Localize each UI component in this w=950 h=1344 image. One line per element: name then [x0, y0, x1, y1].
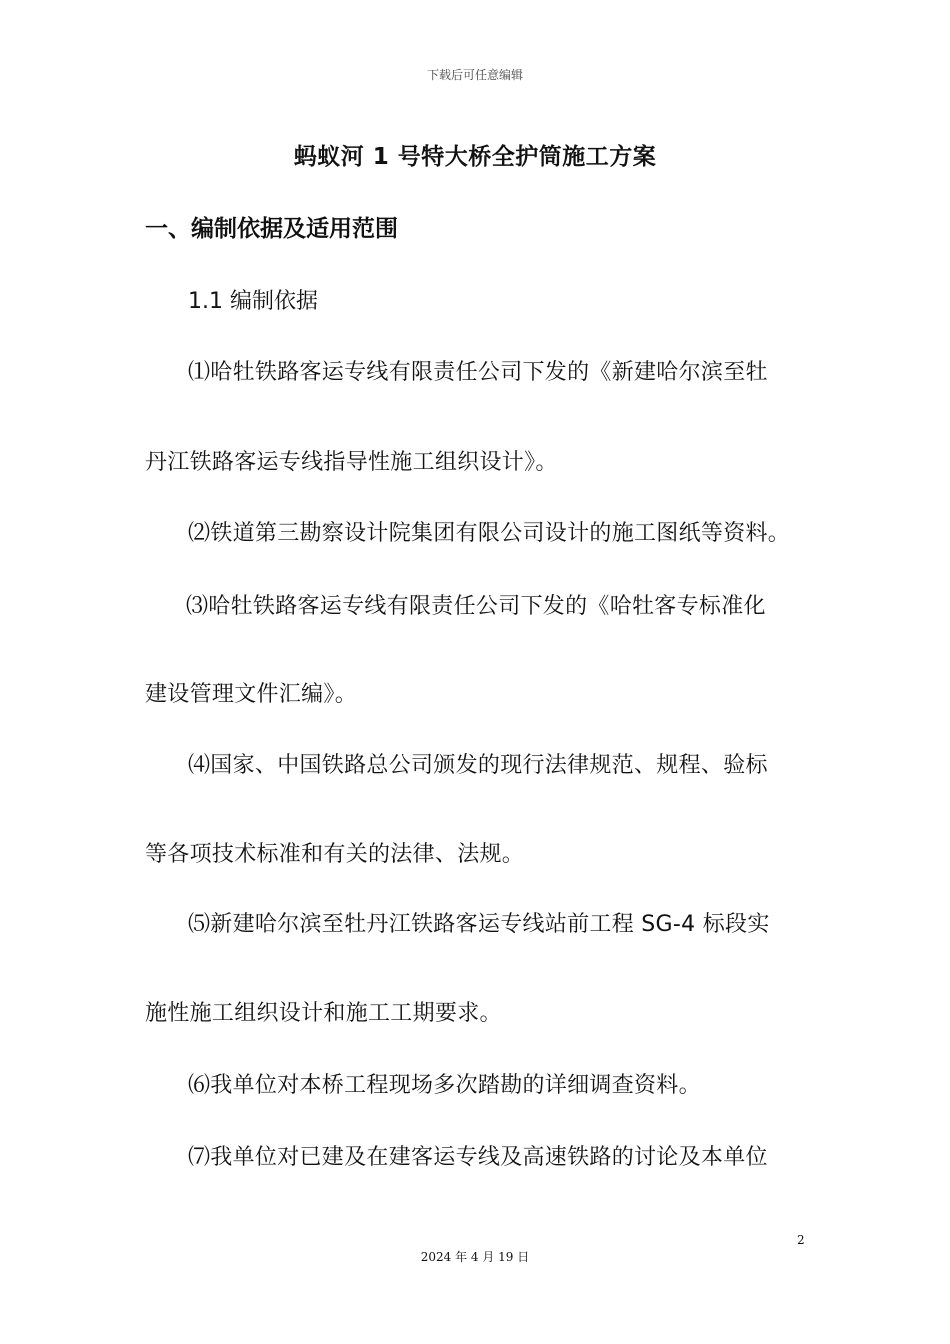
list-item-7-line-1: ⑺我单位对已建及在建客运专线及高速铁路的讨论及本单位 — [188, 1145, 768, 1170]
subsection-heading: 1.1 编制依据 — [188, 289, 318, 314]
list-item-1-line-2: 丹江铁路客运专线指导性施工组织设计》。 — [145, 450, 558, 475]
list-item-3-line-1: ⑶哈牡铁路客运专线有限责任公司下发的《哈牡客专标准化 — [186, 594, 766, 619]
page-number: 2 — [797, 1233, 805, 1247]
footer-date: 2024 年 4 月 19 日 — [420, 1250, 530, 1264]
list-item-5-line-1: ⑸新建哈尔滨至牡丹江铁路客运专线站前工程 SG-4 标段实 — [188, 912, 770, 937]
list-item-5-line-2: 施性施工组织设计和施工工期要求。 — [145, 1001, 502, 1026]
list-item-1-line-1: ⑴哈牡铁路客运专线有限责任公司下发的《新建哈尔滨至牡 — [188, 360, 768, 385]
list-item-4-line-2: 等各项技术标准和有关的法律、法规。 — [145, 842, 525, 867]
document-title: 蚂蚁河 1 号特大桥全护筒施工方案 — [293, 144, 657, 170]
header-note: 下载后可任意编辑 — [426, 68, 523, 82]
list-item-4-line-1: ⑷国家、中国铁路总公司颁发的现行法律规范、规程、验标 — [188, 753, 768, 778]
list-item-3-line-2: 建设管理文件汇编》。 — [145, 682, 358, 707]
section-heading: 一、编制依据及适用范围 — [145, 216, 398, 242]
list-item-2-line-1: ⑵铁道第三勘察设计院集团有限公司设计的施工图纸等资料。 — [188, 521, 791, 546]
list-item-6-line-1: ⑹我单位对本桥工程现场多次踏勘的详细调查资料。 — [188, 1073, 701, 1098]
